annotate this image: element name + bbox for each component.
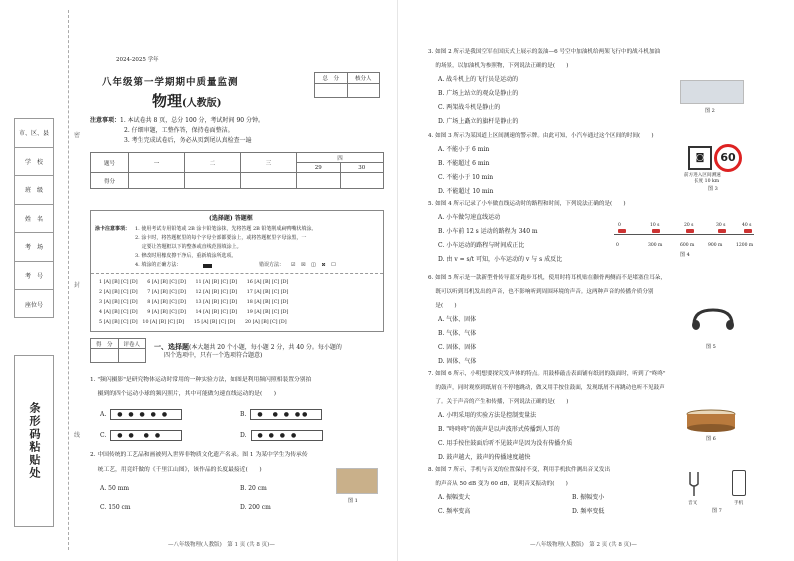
speed-camera-icon: ◙ (688, 146, 712, 170)
question-1-line-2: 摄到的四个运动小球的频闪照片，其中可能做匀速直线运动的是( ) (90, 391, 277, 397)
seal-line (68, 10, 69, 550)
time-label: 0 (618, 223, 621, 228)
card-row-2[interactable]: 2 [A] [B] [C] [D] 7 [A] [B] [C] [D] 12 [A] [B] [C] [D] 17 [A] [B] [C] [D] (99, 290, 289, 295)
q3-option-a[interactable]: A. 战斗机上的飞行员是运动的 (438, 76, 519, 83)
score-col-4: 四 (297, 153, 384, 163)
q1-option-d[interactable] (240, 430, 323, 441)
time-label: 40 s (742, 223, 752, 228)
info-district[interactable]: 市、区、县 (15, 119, 53, 148)
score-col-3: 三 (241, 153, 297, 173)
figure-7-caption: 图 7 (712, 508, 722, 514)
distance-label: 600 m (680, 243, 695, 248)
page-1-footer: —八年级物理(人教版) 第 1 页 (共 8 页)— (168, 542, 275, 548)
distance-label: 300 m (648, 243, 663, 248)
card-row-3[interactable]: 3 [A] [B] [C] [D] 8 [A] [B] [C] [D] 13 [A] [B] [C] [D] 18 [A] [B] [C] [D] (99, 300, 289, 305)
answer-card (90, 210, 384, 332)
track-line (614, 234, 754, 235)
info-exam-room[interactable]: 考 场 (15, 233, 53, 262)
checker-cell[interactable] (347, 84, 380, 98)
question-8-line-1: 8. 如图 7 所示，手机与音叉的位置保持不变，利用手机软件测出音叉发出 (428, 467, 611, 473)
figure-6-caption: 图 6 (706, 436, 716, 442)
score-table (90, 152, 384, 189)
question-3-line-2: 的场景，以加油机为参照物，下列说法正确的是( ) (428, 63, 569, 69)
q4-option-c[interactable]: C. 不能小于 10 min (438, 174, 494, 181)
car-icon (686, 229, 694, 233)
school-year: 2024-2025 学年 (116, 57, 159, 63)
figure-1-image (336, 468, 378, 494)
q5-option-a[interactable]: A. 小车做匀速直线运动 (438, 214, 501, 221)
info-school[interactable]: 学 校 (15, 148, 53, 177)
question-6-line-3: 是( ) (428, 303, 457, 309)
question-8-line-2: 的声音从 50 dB 变为 60 dB，说明音叉振动的( ) (428, 481, 568, 487)
q8-option-b[interactable]: B. 振幅变小 (572, 494, 605, 501)
phone-label: 手机 (734, 501, 744, 506)
student-info-strip (14, 118, 54, 318)
q3-option-d[interactable]: D. 广场上矗立的旗杆是静止的 (438, 118, 519, 125)
q6-option-d[interactable]: D. 固体、气体 (438, 358, 477, 365)
barcode-area (14, 355, 54, 527)
score-cell[interactable] (340, 173, 384, 189)
total-score-cell[interactable] (315, 84, 348, 98)
seal-char-3: 线 (74, 432, 81, 439)
question-7-line-1: 7. 如图 6 所示，小明想要探究发声体的特点。用鼓棒敲击表面铺有纸屑的鼓面时，听到了"咚咚" (428, 371, 666, 377)
question-3-line-1: 3. 如图 2 所示是我国空军在国庆式上展示的轰油—6 号空中加油机给两架飞行中的战斗机加油 (428, 49, 661, 55)
figure-3-caption: 图 3 (708, 186, 718, 192)
q2-option-d[interactable]: D. 200 cm (240, 504, 271, 511)
page-2-footer: —八年级物理(人教版) 第 2 页 (共 8 页)— (530, 542, 637, 548)
q5-option-c[interactable]: C. 小车运动的路程与时间成正比 (438, 242, 525, 249)
headphone-icon (690, 306, 736, 332)
q6-option-a[interactable]: A. 气体、固体 (438, 316, 477, 323)
score-sub-30: 30 (340, 163, 384, 173)
card-divider (91, 273, 383, 274)
total-score-label: 总 分 (315, 73, 348, 84)
info-name[interactable]: 姓 名 (15, 205, 53, 234)
q2-option-c[interactable]: C. 150 cm (100, 504, 131, 511)
score-cell[interactable] (129, 173, 185, 189)
q7-option-b[interactable]: B. "咚咚咚"的鼓声是以声波形式传播到人耳的 (438, 426, 560, 433)
q1-option-a-label: A. (100, 410, 107, 418)
q8-option-c[interactable]: C. 频率变高 (438, 508, 471, 515)
q7-option-a[interactable]: A. 小明采用的实验方法是控制变量法 (438, 412, 537, 419)
correct-fill-sample (203, 264, 212, 268)
q6-option-c[interactable]: C. 固体、固体 (438, 344, 477, 351)
question-7-line-2: 的鼓声，同时观察到纸屑在不停地跳动，做又用手按住鼓面，发现纸屑不再跳动也听不见鼓声 (428, 385, 665, 391)
notice-label: 注意事项： (90, 117, 121, 124)
q7-option-d[interactable]: D. 鼓声越大，鼓声的传播速度越快 (438, 454, 531, 461)
question-2-line-2: 统工艺，用竞纤做的《千里江山图》，该作品的长度最接近( ) (90, 467, 262, 473)
card-rule-5: 4. 填涂的正确方法： (135, 262, 182, 268)
figure-4-caption: 图 4 (680, 252, 690, 258)
grader-box (90, 338, 146, 363)
q8-option-d[interactable]: D. 频率变低 (572, 508, 605, 515)
barcode-label: 条形码粘贴处 (28, 402, 41, 480)
phone-icon (732, 470, 746, 496)
strobe-photo-d: ● ● ● ● (251, 430, 323, 441)
q5-option-b[interactable]: B. 小车前 12 s 运动的路程为 340 m (438, 228, 538, 235)
subject-name: 物理 (152, 92, 183, 110)
wrong-fill-samples: ☑ ☒ ◫ ⊠ ☐ (291, 262, 338, 268)
question-7-line-3: 了。关于声音的产生和传播，下列说法正确的是( ) (428, 399, 569, 405)
info-exam-number[interactable]: 考 号 (15, 262, 53, 291)
checker-label: 核分人 (347, 73, 380, 84)
car-icon (618, 229, 626, 233)
card-rule-4: 3. 修改时用橡皮擦干净后，重新填涂所选项。 (135, 253, 237, 259)
notices (90, 117, 264, 125)
card-rule-6: 错误方法： (259, 262, 285, 268)
notice-1: 1. 本试卷共 8 页，总分 100 分，考试时间 90 分钟。 (120, 117, 264, 124)
q2-option-a[interactable]: A. 50 mm (100, 485, 130, 492)
tuning-fork-label: 音叉 (688, 501, 698, 506)
seal-char-1: 密 (74, 132, 81, 139)
score-col-2: 二 (185, 153, 241, 173)
distance-label: 0 (616, 243, 619, 248)
info-seat-number[interactable]: 座位号 (24, 301, 43, 309)
strobe-photo-b: ● ● ● ●● (250, 409, 322, 420)
subject-edition: (人教版) (182, 98, 222, 109)
q4-option-d[interactable]: D. 不能超过 10 min (438, 188, 494, 195)
distance-label: 900 m (708, 243, 723, 248)
answer-card-title: (选择题) 答题框 (209, 215, 253, 222)
card-rule-label: 涂卡注意事项： (95, 226, 131, 232)
grader-name-cell[interactable] (118, 349, 146, 363)
figure-4-track (614, 222, 754, 244)
q6-option-b[interactable]: B. 气体、气体 (438, 330, 477, 337)
q3-option-c[interactable]: C. 两架战斗机是静止的 (438, 104, 501, 111)
q8-option-a[interactable]: A. 振幅变大 (438, 494, 471, 501)
drum-icon (684, 408, 738, 432)
speed-limit-sign: 60 (714, 144, 742, 172)
score-cell[interactable] (185, 173, 241, 189)
card-rule-2: 2. 涂卡时，将答题框里的每个字母全部都要涂上，或将答题框里字母涂黑，一 (135, 235, 307, 241)
car-icon (652, 229, 660, 233)
q2-option-b[interactable]: B. 20 cm (240, 485, 267, 492)
card-rule-3: 定要让答题框以下的整条或直线范围填涂上。 (135, 244, 242, 250)
score-cell[interactable] (297, 173, 341, 189)
card-rule-1: 1. 使用考试专用铅笔或 2B 涂卡铅笔涂抹，先将答题 2B 铅笔削成扁鸭嘴状填涂。 (135, 226, 317, 232)
q1-option-d-label: D. (240, 431, 247, 439)
car-icon (718, 229, 726, 233)
figure-5-caption: 图 5 (706, 344, 716, 350)
q1-option-c-label: C. (100, 431, 107, 439)
score-cell[interactable] (241, 173, 297, 189)
q4-option-a[interactable]: A. 不能小于 6 min (438, 146, 490, 153)
q3-option-b[interactable]: B. 广场上站立的观众是静止的 (438, 90, 519, 97)
question-2-line-1: 2. 中国传统的工艺品和画被列入世界非物质文化遗产名录。图 1 为某中学生为传承传 (90, 452, 308, 458)
time-label: 20 s (684, 223, 694, 228)
q5-option-d[interactable]: D. 由 v = s/t 可知，小车运动的 v 与 s 成反比 (438, 256, 563, 263)
question-6-line-1: 6. 如图 5 所示是一款新型骨传导蓝牙跑步耳机，使用时将耳机贴在颧骨两侧而不是堵塞住耳朵， (428, 275, 666, 281)
q1-option-c[interactable] (100, 430, 182, 441)
score-table-label: 题号 (91, 153, 129, 173)
score-col-1: 一 (129, 153, 185, 173)
notice-2: 2. 仔细审题，工整作答，保持卷面整洁。 (124, 127, 234, 134)
seal-char-2: 封 (74, 282, 81, 289)
section-1-desc: (本大题共 20 个小题，每小题 2 分，共 40 分。每小题的 (189, 344, 342, 351)
q1-option-a[interactable] (100, 409, 182, 420)
question-6-line-2: 既可以听到耳机发出的声音，也不影响听到周围环境的声音。这两种声音的传播介质分别 (428, 289, 654, 295)
q4-option-b[interactable]: B. 不能超过 6 min (438, 160, 490, 167)
q7-option-c[interactable]: C. 用手按住鼓面后听不见鼓声是因为没有传播介质 (438, 440, 573, 447)
q1-option-b-label: B. (240, 410, 247, 418)
question-1-line-1: 1. "频闪摄影"是研究物体运动时常用的一种实验方法，如图是利用频闪照相装置分别拍 (90, 377, 312, 383)
section-1-header (154, 342, 342, 352)
figure-1-caption: 图 1 (348, 498, 358, 504)
question-4: 4. 如图 3 所示为某国道上区间测速的警示牌。由此可知，小汽车通过这个区间的时间( ) (428, 133, 654, 139)
strobe-photo-a: ● ● ● ● ● (110, 409, 182, 420)
strobe-photo-c: ● ● ● ● (110, 430, 182, 441)
exam-title: 八年级第一学期期中质量监测 (102, 77, 239, 88)
info-class[interactable]: 班 级 (15, 176, 53, 205)
grader-name-label: 评卷人 (118, 339, 146, 349)
score-sub-29: 29 (297, 163, 341, 173)
grader-score-cell[interactable] (91, 349, 119, 363)
card-row-1[interactable]: 1 [A] [B] [C] [D] 6 [A] [B] [C] [D] 11 [A] [B] [C] [D] 16 [A] [B] [C] [D] (99, 280, 289, 285)
sign-text: 前方进入区间测速 (684, 173, 721, 178)
total-score-box (314, 72, 380, 98)
sign-length: 长度 10 km (694, 179, 720, 184)
distance-label: 1200 m (736, 243, 754, 248)
figure-2-image (680, 80, 744, 104)
question-5: 5. 如图 4 所示记录了小车做直线运动时的路程和时间，下列说法正确的是( ) (428, 201, 626, 207)
car-icon (744, 229, 752, 233)
section-1-desc-2: 四个选项中，只有一个选项符合题意) (164, 352, 263, 359)
grader-score-label: 得 分 (91, 339, 119, 349)
time-label: 30 s (716, 223, 726, 228)
exam-subject (152, 90, 221, 111)
time-label: 10 s (650, 223, 660, 228)
section-1-title: 一、选择题 (154, 342, 189, 351)
card-row-5[interactable]: 5 [A] [B] [C] [D] 10 [A] [B] [C] [D] 15 [A] [B] [C] [D] 20 [A] [B] [C] [D] (99, 320, 287, 325)
score-row-label: 得分 (91, 173, 129, 189)
figure-2-caption: 图 2 (705, 108, 715, 114)
card-row-4[interactable]: 4 [A] [B] [C] [D] 9 [A] [B] [C] [D] 14 [A] [B] [C] [D] 19 [A] [B] [C] [D] (99, 310, 289, 315)
notice-3: 3. 考生完成试卷后，务必从页到尾认真检查一遍 (124, 137, 252, 144)
q1-option-b[interactable] (240, 409, 322, 420)
tuning-fork-icon (684, 470, 704, 498)
